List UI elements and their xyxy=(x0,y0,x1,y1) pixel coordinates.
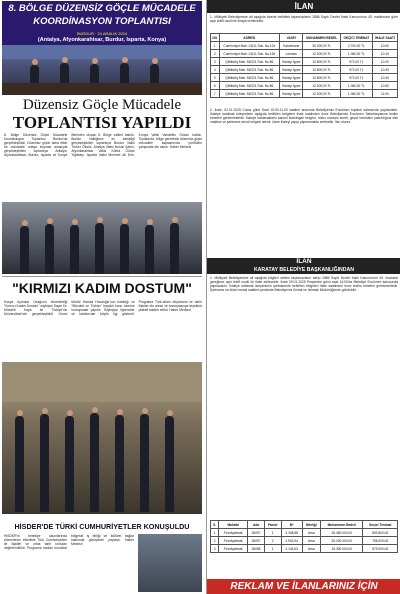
karatay-subtitle: KARATAY BELEDİYE BAŞKANLIĞINDAN xyxy=(253,267,355,273)
table-cell: 10.800,00 TL xyxy=(303,74,341,82)
table-cell: 25.200.000,00 xyxy=(321,537,363,545)
table-cell: 12.000,00 TL xyxy=(303,90,341,98)
banner-line-4: (Antalya, Afyonkarahisar, Burdur, Isparta, Konya) xyxy=(37,37,167,43)
table-cell: 972,00 TL xyxy=(341,58,373,66)
table-cell: 1.080,00 TL xyxy=(341,50,373,58)
karatay-title: İLAN xyxy=(296,258,312,265)
table-cell: 6 xyxy=(211,82,220,90)
table-cell: Çiftlikköy Mah. M0221 Sok. No:56 xyxy=(219,66,279,74)
table-cell: 10:30 xyxy=(372,66,397,74)
table-cell: 11:00 xyxy=(372,90,397,98)
table-row xyxy=(211,50,398,58)
table-cell: 2.144,63 xyxy=(281,545,302,553)
table-row xyxy=(211,74,398,82)
table-row xyxy=(211,58,398,66)
table-cell: Sanayi İşyeri xyxy=(280,90,303,98)
officials-photo xyxy=(2,202,202,274)
ilan-table-1 xyxy=(210,33,398,98)
article-2: Konya Aydınlar Ocağının düzenlediği "Kırmızı Kadim Dostum" söyleşisi Sayın Dr. Mücahit Kaya ile Türkiye'nin Üniversitesi'nde gerçekleştirildi. Genel Müdür Hamza Hocaoğlu'nun katıldığı ve "Mücahit ve Türkler" başlıklı konu üzerine konuşmalar yapıldı. Söyleşiye öğrenciler ve katılımcılar büyük ilgi gösterdi. Programa Türk-İslam düşüncesi ve tarihî ilişkiler ele alındı ve konuşmacıya teşekkür plaketi takdim edildi. Haber Merkezi xyxy=(4,300,202,317)
table-cell: 36097 xyxy=(248,529,264,537)
table-cell: 10:50 xyxy=(372,82,397,90)
table-cell: 19.300.000,00 xyxy=(321,545,363,553)
table-cell: 10:00 xyxy=(372,42,397,50)
table-cell: 1 xyxy=(264,545,281,553)
table-cell: 7 xyxy=(211,90,220,98)
headline-4: HİSDER'DE TÜRKİ CUMHURİYETLER KONUŞULDU xyxy=(14,522,190,531)
table-cell: 2 xyxy=(211,50,220,58)
table-cell: Cumhuriyet Mah. 01111 Sok. No:124 xyxy=(219,42,279,50)
table-cell: Arsa xyxy=(302,545,321,553)
ilan-header: İLAN xyxy=(207,0,400,13)
table-cell: 1.080,00 TL xyxy=(341,90,373,98)
table-cell: 2.931,94 xyxy=(281,537,302,545)
table-cell: 1 xyxy=(264,529,281,537)
table-cell: 3 xyxy=(211,58,220,66)
table-header-cell: Mahalle xyxy=(219,521,248,529)
table-cell: Arsa xyxy=(302,529,321,537)
table-header-cell: NO xyxy=(212,35,218,40)
table-cell: 28.450.000,00 xyxy=(321,529,363,537)
table-cell: Fevziçakmak xyxy=(219,537,248,545)
table-cell: Sanayi İşyeri xyxy=(280,74,303,82)
table-cell: Çiftlikköy Mah. M0221 Sok. No:56 xyxy=(219,90,279,98)
table-header-cell: Geçici Teminat xyxy=(363,521,398,529)
table-cell: Cumhuriyet Mah. 01111 Sok. No:126 xyxy=(219,50,279,58)
ilan-table-2 xyxy=(210,520,398,553)
table-row xyxy=(211,82,398,90)
event-photo xyxy=(2,362,202,514)
table-cell: Kahvehane xyxy=(280,42,303,50)
table-cell: Fevziçakmak xyxy=(219,545,248,553)
hisder-photo xyxy=(138,534,202,592)
article-1: 8. Bölge Düzensiz Göçle Mücadele Koordinasyon Toplantısı Burdur'da gerçekleştirildi. Düzensiz göçle daha etkin bir mücadele ortaya koymak amacıyla gerçekleştirilen toplantıya Antalya, Afyonkarahisar, Burdur, Isparta ve Konya illerinden oluşan 8. Bölge valileri katıldı. Burdur Valiliğince ev sahipliği gerçekleştirilen toplantıya Burdur Valisi Türker Öksüz, Antalya Valisi Hulusi Şahin, Afyonkarahisar Valisi Kübra Güran Yiğitbaşı, Isparta Valisi Mehmet Ali Erin, Konya Valisi Vahdettin Özkan katıldı. Toplantıda, bölge genelinde düzensiz göçle mücadele kapsamında yürütülen çalışmalar ele alındı. Haber Merkezi xyxy=(4,133,202,158)
table-header-cell: Parsel xyxy=(264,521,281,529)
table-cell: 2 xyxy=(211,537,219,545)
table-cell: 36098 xyxy=(248,545,264,553)
table-cell: 5 xyxy=(211,74,220,82)
table-row xyxy=(211,537,398,545)
table-cell: 3 xyxy=(211,545,219,553)
table-cell: 1.080,00 TL xyxy=(341,82,373,90)
banner-line-1: 8. BÖLGE DÜZENSİZ GÖÇLE MÜCADELE xyxy=(8,3,196,14)
table-cell: 756.000,00 xyxy=(363,537,398,545)
table-cell: Fevziçakmak xyxy=(219,529,248,537)
table-cell: 12.000,00 TL xyxy=(303,50,341,58)
table-cell: 10:40 xyxy=(372,74,397,82)
article-3: HİSDER'in belediye salonlarında düzenlenen etkinlikte Türk Cumhuriyetleri ile ilişkiler ve ortak tarih konuları değerlendirildi. Programa katılan konuklar bölgesel iş birliği ve kültürel bağlar hakkında görüşlerini paylaştı. Haber Merkezi xyxy=(4,534,134,551)
table-cell: Lokman xyxy=(280,50,303,58)
table-row xyxy=(211,90,398,98)
table-cell: 10:20 xyxy=(372,58,397,66)
table-header-cell: Muhammen Bedeli xyxy=(321,521,363,529)
table-row xyxy=(211,66,398,74)
table-cell: 3.308,88 xyxy=(281,529,302,537)
ad-banner[interactable]: REKLAM VE İLANLARINIZ İÇİN xyxy=(207,579,400,594)
karatay-header xyxy=(207,258,400,274)
table-header-cell: Niteliği xyxy=(302,521,321,529)
table-row xyxy=(211,529,398,537)
headline-1: Düzensiz Göçle Mücadele xyxy=(22,97,182,113)
table-cell: 36097 xyxy=(248,537,264,545)
divider xyxy=(2,276,202,277)
table-cell: Arsa xyxy=(302,537,321,545)
table-header-cell: M² xyxy=(281,521,302,529)
table-cell: 579.000,00 xyxy=(363,545,398,553)
table-cell: 2 xyxy=(264,537,281,545)
table-cell: Sanayi İşyeri xyxy=(280,66,303,74)
table-cell: Sanayi İşyeri xyxy=(280,58,303,66)
table-cell: 972,00 TL xyxy=(341,66,373,74)
banner-line-2: KOORDİNASYON TOPLANTISI xyxy=(33,16,171,27)
table-cell: 4 xyxy=(211,66,220,74)
ilan-intro: 1- Mülkiyeti Belediyemize ait aşağıda listede belirtilen taşınmazların 2886 Sayılı Devlet İhale Kanunu'nun 45. maddesine göre açık teklif usulü ile kiraya verilecektir. xyxy=(210,15,398,24)
table-header-cell: İHALE SAATİ xyxy=(372,34,397,42)
table-cell: 1 xyxy=(211,529,219,537)
table-cell: Çiftlikköy Mah. M0221 Sok. No:56 xyxy=(219,74,279,82)
hisder-section xyxy=(0,522,205,594)
table-cell: Çiftlikköy Mah. M0221 Sok. No:56 xyxy=(219,58,279,66)
meeting-banner xyxy=(2,1,202,45)
table-header-cell: ADRESİ xyxy=(219,34,279,42)
table-cell: 12.000,00 TL xyxy=(303,82,341,90)
headline-3: "KIRMIZI KADIM DOSTUM" xyxy=(12,280,192,296)
table-row xyxy=(211,545,398,553)
table-cell: 972,00 TL xyxy=(341,74,373,82)
table-cell: 10:10 xyxy=(372,50,397,58)
table-cell: 10.800,00 TL xyxy=(303,66,341,74)
table-header-cell: VASFI xyxy=(280,34,303,42)
table-header-cell: MUHAMMEN BEDEL xyxy=(303,34,341,42)
table-cell: Sanayi İşyeri xyxy=(280,82,303,90)
headline-2: TOPLANTISI YAPILDI xyxy=(12,113,192,132)
karatay-body: 1- Mülkiyeti Belediyemize ait aşağıda bilgileri verilen taşınmazların satışı 2886 Sayılı Devlet İhale Kanunu'nun 45. maddesi gereğince açık teklif usulü ile ihale edilecektir. İhale 09.01.2025 Perşembe günü saat 14:00'da Belediye Encümen salonunda yapılacaktır. İhaleye katılmak isteyenlerin şartnamede belirtilen belgeleri ihale saatinden önce teslim etmeleri gerekmektedir. Şartname ve ekleri mesai saatleri içerisinde Belediyemiz Emlak ve İstimlak Müdürlüğünde görülebilir. xyxy=(210,276,398,293)
table-header-cell: Ada xyxy=(248,521,264,529)
table-row xyxy=(211,42,398,50)
ilan-body: 2- İhale, 02.01.2025 Cuma günü Saat 10:00-11:00 saatleri arasında Belediyemiz Encümen toplantı salonunda yapılacaktır. İhaleye katılmak isteyenlerin aşağıda belirtilen belgeleri ihale saatinden önce Belediyemiz Encümen Sekretaryasına teslim etmeleri gerekmektedir. İhaleye katılacakların kanuni ikametgah belgesi, nüfus cüzdanı sureti, geçici teminatın yatırıldığına dair makbuz ve şartname alındı belgesi istenir. İdare ihaleyi yapıp yapmamakta serbesttir. İlan olunur. xyxy=(210,108,398,125)
table-header-cell: S. xyxy=(211,521,219,529)
table-cell: 853.500,00 xyxy=(363,529,398,537)
table-cell: Çiftlikköy Mah. M0221 Sok. No:56 xyxy=(219,82,279,90)
meeting-photo xyxy=(2,45,202,95)
table-header-cell: GEÇİCİ TEMİNAT xyxy=(341,34,373,42)
table-cell: 10.800,00 TL xyxy=(303,58,341,66)
banner-line-3: BURDUR · 24 ARALIK 2024 xyxy=(76,31,128,36)
table-cell: 2.700,00 TL xyxy=(341,42,373,50)
right-page xyxy=(206,0,400,594)
table-cell: 1 xyxy=(211,42,220,50)
table-cell: 30.000,00 TL xyxy=(303,42,341,50)
